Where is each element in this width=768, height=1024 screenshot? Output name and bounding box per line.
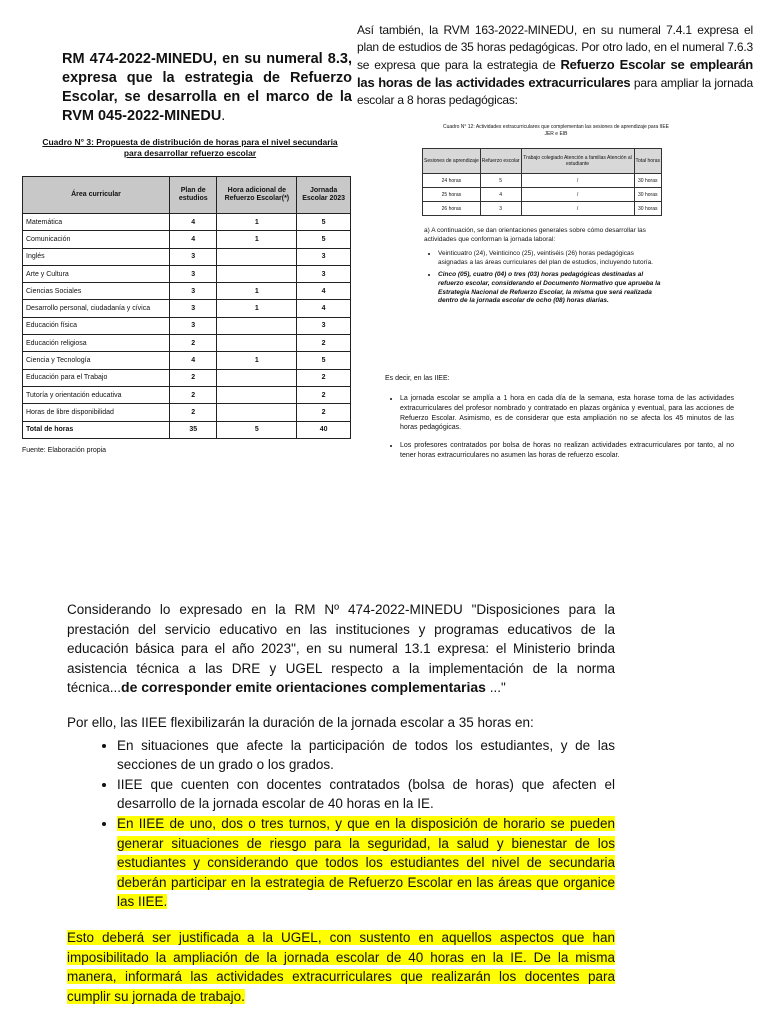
table-header-row [23, 177, 351, 214]
rm-intro-bold: RM 474-2022-MINEDU, en su numeral 8.3, expresa que la estrategia de Refuerzo Escolar, se desarrolla en el marco de la RVM 045-2022-MINEDU [62, 51, 352, 124]
table-row [23, 214, 351, 231]
table-cell: 2 [170, 386, 217, 403]
table-cell: Matemática [23, 214, 170, 231]
orientaciones-intro: a) A continuación, se dan orientaciones generales sobre cómo desarrollar las actividades que conforman la jornada laboral: [424, 227, 646, 243]
table-cell: 24 horas [423, 174, 481, 188]
es-decir-block [386, 394, 734, 469]
column-header: Refuerzo escolar [480, 149, 521, 174]
column-header: Total horas [634, 149, 661, 174]
table-cell: 2 [170, 404, 217, 421]
table-row [23, 248, 351, 265]
table-cell: 5 [297, 352, 351, 369]
table-row [423, 202, 662, 216]
cuadro12-title: Cuadro N° 12: Actividades extracurriculares que complementan las sesiones de aprendizaje para IIEE JER e EIB [442, 124, 669, 137]
rvm-intro-paragraph [357, 22, 753, 109]
table-row [23, 265, 351, 282]
orientaciones-block [424, 227, 664, 310]
table-cell: 1 [217, 352, 297, 369]
table-cell: 4 [297, 300, 351, 317]
table-cell: 1 [217, 231, 297, 248]
table-cell [217, 369, 297, 386]
rm-intro-tail: . [221, 108, 226, 124]
table-row [423, 188, 662, 202]
considering-bold: de corresponder emite orientaciones complementarias [121, 679, 486, 696]
column-header: Plan de estudios [170, 177, 217, 214]
table-cell: 30 horas [634, 188, 661, 202]
table-cell: 35 [170, 421, 217, 438]
table-cell: 5 [217, 421, 297, 438]
table-cell: Arte y Cultura [23, 265, 170, 282]
table-row [23, 283, 351, 300]
table-cell: Educación para el Trabajo [23, 369, 170, 386]
list-item: • En situaciones que afecte la participación de todos los estudiantes, y de las secciones de un grado o los grados. [117, 736, 615, 775]
table-cell: 3 [170, 283, 217, 300]
main-text [67, 600, 615, 1021]
considering-end: ..." [485, 680, 506, 696]
rvm-intro-part1: Así también, la RVM 163-2022-MINEDU, en su numeral 7.4.1 expresa el plan de estudios de 35 horas pedagógicas. Por otro lado, en el numeral 7.6.3 se expresa que para la estrategia de [357, 23, 753, 72]
rm-intro-paragraph [62, 50, 352, 126]
considering-text: Considerando lo expresado en la RM Nº 474-2022-MINEDU "Disposiciones para la prestación del servicio educativo en las instituciones y programas educativos de la educación básica para el año 2023", en su numeral 13.1 expresa: el Ministerio brinda asistencia técnica a las DRE y UGEL respecto a la implementación de la norma técnica... [67, 602, 615, 696]
highlighted-text: En IIEE de uno, dos o tres turnos, y que en la disposición de horario se pueden generar situaciones de riesgo para la seguridad, la salud y bienestar de los estudiantes y considerando que todos los estudiantes del nivel de secundaria deberán participar en la estrategia de Refuerzo Escolar en las áreas que organice las IIEE. [117, 815, 615, 910]
list-item: • La jornada escolar se amplía a 1 hora en cada día de la semana, esta horase toma de las actividades extracurriculares del profesor nombrado y contratado en plazas orgánica y eventual, para las acciones de Refuerzo Escolar. Asimismo, es de considerar que esta ampliación no se afecta los 45 minutos de las horas pedagógicas. [400, 394, 734, 433]
list-item: • Cinco (05), cuatro (04) o tres (03) horas pedagógicas destinadas al refuerzo escolar, considerando el Documento Normativo que aprueba la Estrategia Nacional de Refuerzo Escolar, la misma que será realizada dentro de la jornada escolar de ocho (08) horas diarias. [438, 271, 664, 305]
table-cell: 3 [170, 317, 217, 334]
es-decir-heading: Es decir, en las IIEE: [385, 375, 450, 382]
table-cell: 4 [297, 283, 351, 300]
table-cell [217, 265, 297, 282]
table-cell: Educación física [23, 317, 170, 334]
table-cell: 2 [297, 386, 351, 403]
closing-paragraph [67, 928, 615, 1006]
column-header: Sesiones de aprendizaje [423, 149, 481, 174]
table-row [23, 404, 351, 421]
table-cell: 3 [480, 202, 521, 216]
table-cell: 1 [217, 214, 297, 231]
table-cell: 30 horas [634, 202, 661, 216]
table-cell: / [521, 202, 634, 216]
table-row [23, 352, 351, 369]
cuadro12-table [422, 148, 662, 216]
highlighted-text: Esto deberá ser justificada a la UGEL, con sustento en aquellos aspectos que han imposibilitado la ampliación de la jornada escolar de 40 horas en la IE. De la misma manera, informará las actividades extracurriculares que realizarán los docentes para cumplir su jornada de trabajo. [67, 929, 615, 1004]
table-cell: 3 [170, 265, 217, 282]
column-header: Área curricular [23, 177, 170, 214]
cuadro3-table [22, 176, 351, 439]
list-item: • IIEE que cuenten con docentes contratados (bolsa de horas) que afecten el desarrollo de la jornada escolar de 40 horas en la IE. [117, 775, 615, 814]
table-row [23, 231, 351, 248]
table-cell: Comunicación [23, 231, 170, 248]
table-cell: 2 [297, 369, 351, 386]
table-cell: Ciencia y Tecnología [23, 352, 170, 369]
table-cell: 30 horas [634, 174, 661, 188]
column-header: Trabajo colegiado Atención a familias Atención al estudiante [521, 149, 634, 174]
list-item: • Los profesores contratados por bolsa de horas no realizan actividades extracurriculares por tanto, al no tener horas extracurriculares no asumen las horas de refuerzo escolar. [400, 441, 734, 461]
table-cell: 40 [297, 421, 351, 438]
table-cell: 3 [297, 248, 351, 265]
table-cell [217, 335, 297, 352]
table-cell: 4 [170, 352, 217, 369]
table-cell: 3 [170, 300, 217, 317]
table-cell: 3 [297, 265, 351, 282]
orientaciones-list [424, 250, 664, 306]
table-cell: 4 [480, 188, 521, 202]
table-cell: / [521, 174, 634, 188]
table-cell: 26 horas [423, 202, 481, 216]
table-row [23, 335, 351, 352]
table-cell: 1 [217, 283, 297, 300]
table-row [23, 369, 351, 386]
table-cell [217, 248, 297, 265]
table-cell: 2 [297, 335, 351, 352]
table-row [23, 317, 351, 334]
table-cell: 2 [297, 404, 351, 421]
table-cell: Ciencias Sociales [23, 283, 170, 300]
es-decir-list [386, 394, 734, 461]
table-row [423, 174, 662, 188]
table-cell: 1 [217, 300, 297, 317]
table-source-note: Fuente: Elaboración propia [22, 447, 107, 454]
cuadro3-title-line1: Cuadro N° 3: Propuesta de distribución de horas para el nivel secundaria [42, 137, 338, 147]
cuadro3-title [30, 137, 350, 159]
table-cell: 3 [170, 248, 217, 265]
cuadro3-title-line2: para desarrollar refuerzo escolar [123, 148, 257, 158]
table-cell: 5 [297, 214, 351, 231]
table-cell: 4 [170, 231, 217, 248]
rvm-intro-part2: para ampliar la jornada escolar a 8 horas pedagógicas: [357, 76, 753, 107]
list-item-highlighted [117, 814, 615, 912]
column-header: Hora adicional de Refuerzo Escolar(*) [217, 177, 297, 214]
table-cell: Educación religiosa [23, 335, 170, 352]
list-item: • Veinticuatro (24), Veinticinco (25), veintiséis (26) horas pedagógicas asignadas a las áreas curriculares del plan de estudios, incluyendo tutoría. [438, 250, 664, 267]
table-cell: Inglés [23, 248, 170, 265]
table-cell: / [521, 188, 634, 202]
table-cell: Desarrollo personal, ciudadanía y cívica [23, 300, 170, 317]
table-cell: 2 [170, 369, 217, 386]
table-row [23, 300, 351, 317]
table-cell: Tutoría y orientación educativa [23, 386, 170, 403]
table-cell [217, 386, 297, 403]
table-cell: 5 [297, 231, 351, 248]
table-cell: Total de horas [23, 421, 170, 438]
column-header: Jornada Escolar 2023 [297, 177, 351, 214]
considering-paragraph [67, 600, 615, 698]
table-row [23, 386, 351, 403]
table-cell: Horas de libre disponibilidad [23, 404, 170, 421]
table-cell: 5 [480, 174, 521, 188]
table-cell: 4 [170, 214, 217, 231]
table-cell: 25 horas [423, 188, 481, 202]
flexibilize-paragraph: Por ello, las IIEE flexibilizarán la duración de la jornada escolar a 35 horas en: [67, 714, 534, 730]
flexibilize-list [67, 736, 615, 912]
table-cell [217, 317, 297, 334]
table-header-row [423, 149, 662, 174]
table-cell: 3 [297, 317, 351, 334]
table-cell: 2 [170, 335, 217, 352]
table-total-row [23, 421, 351, 438]
table-cell [217, 404, 297, 421]
rvm-intro-bold: Refuerzo Escolar se emplearán las horas de las actividades extracurriculares [357, 57, 753, 90]
